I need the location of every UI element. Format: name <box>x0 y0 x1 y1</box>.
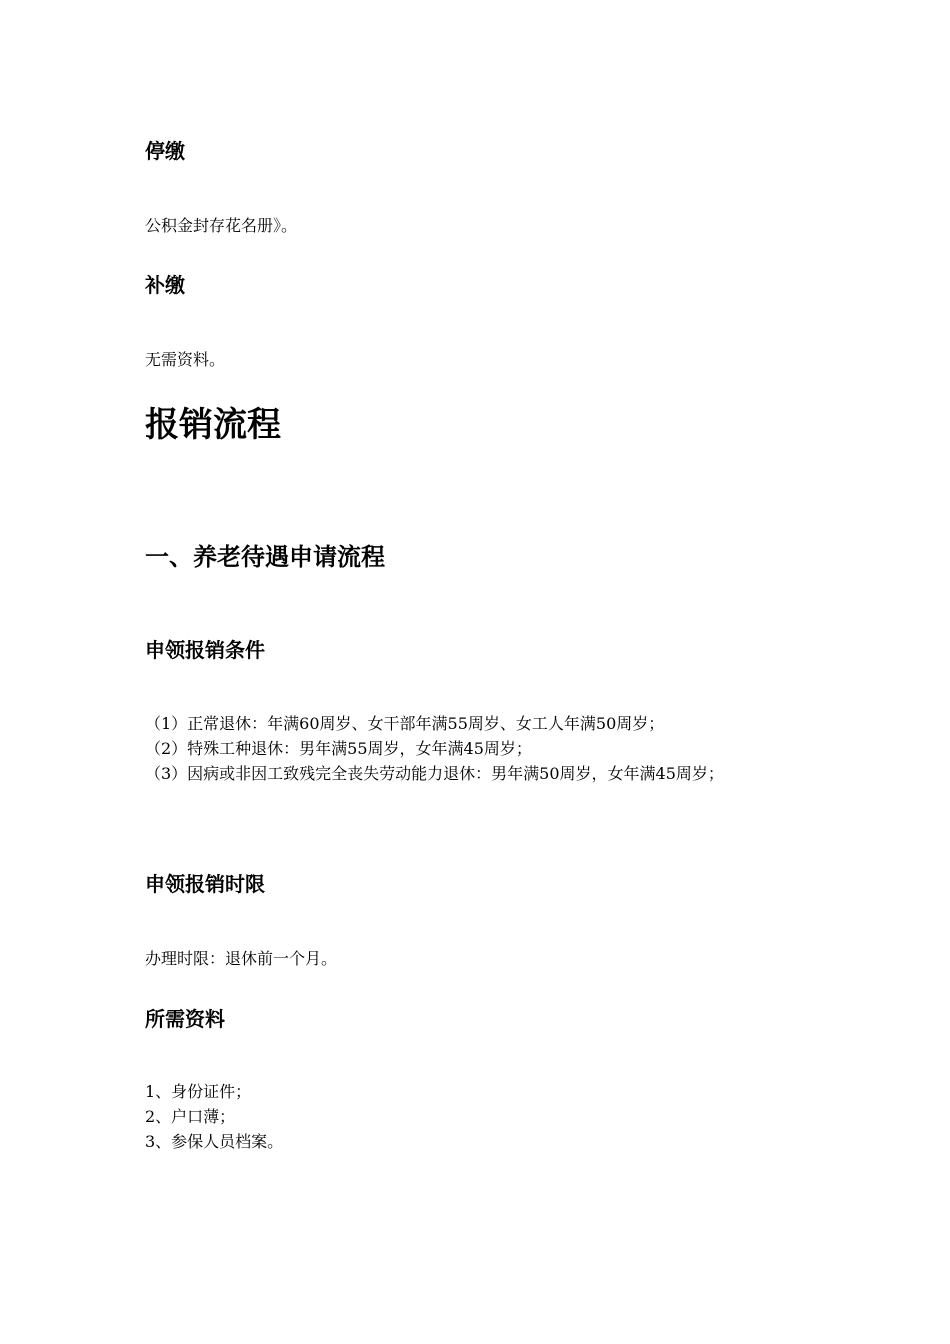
materials-heading: 所需资料 <box>145 1007 225 1031</box>
condition-item: （1）正常退休：年满60周岁、女干部年满55周岁、女工人年满50周岁； <box>145 714 665 733</box>
time-limit-text: 办理时限：退休前一个月。 <box>145 949 338 968</box>
supplement-payment-text: 无需资料。 <box>145 350 226 369</box>
conditions-heading: 申领报销条件 <box>145 638 265 662</box>
pension-section-heading: 一、养老待遇申请流程 <box>145 543 385 571</box>
main-title: 报销流程 <box>145 405 281 445</box>
stop-payment-heading: 停缴 <box>145 139 185 163</box>
stop-payment-text: 公积金封存花名册》。 <box>145 216 298 235</box>
condition-item: （2）特殊工种退休：男年满55周岁，女年满45周岁； <box>145 739 532 758</box>
condition-item: （3）因病或非因工致残完全丧失劳动能力退休：男年满50周岁，女年满45周岁； <box>145 764 724 783</box>
materials-list <box>145 1079 283 1154</box>
conditions-list <box>145 711 810 786</box>
supplement-payment-heading: 补缴 <box>145 273 185 297</box>
time-limit-heading: 申领报销时限 <box>145 872 265 896</box>
material-item: 1、身份证件； <box>145 1082 252 1101</box>
material-item: 3、参保人员档案。 <box>145 1132 284 1151</box>
material-item: 2、户口薄； <box>145 1107 236 1126</box>
